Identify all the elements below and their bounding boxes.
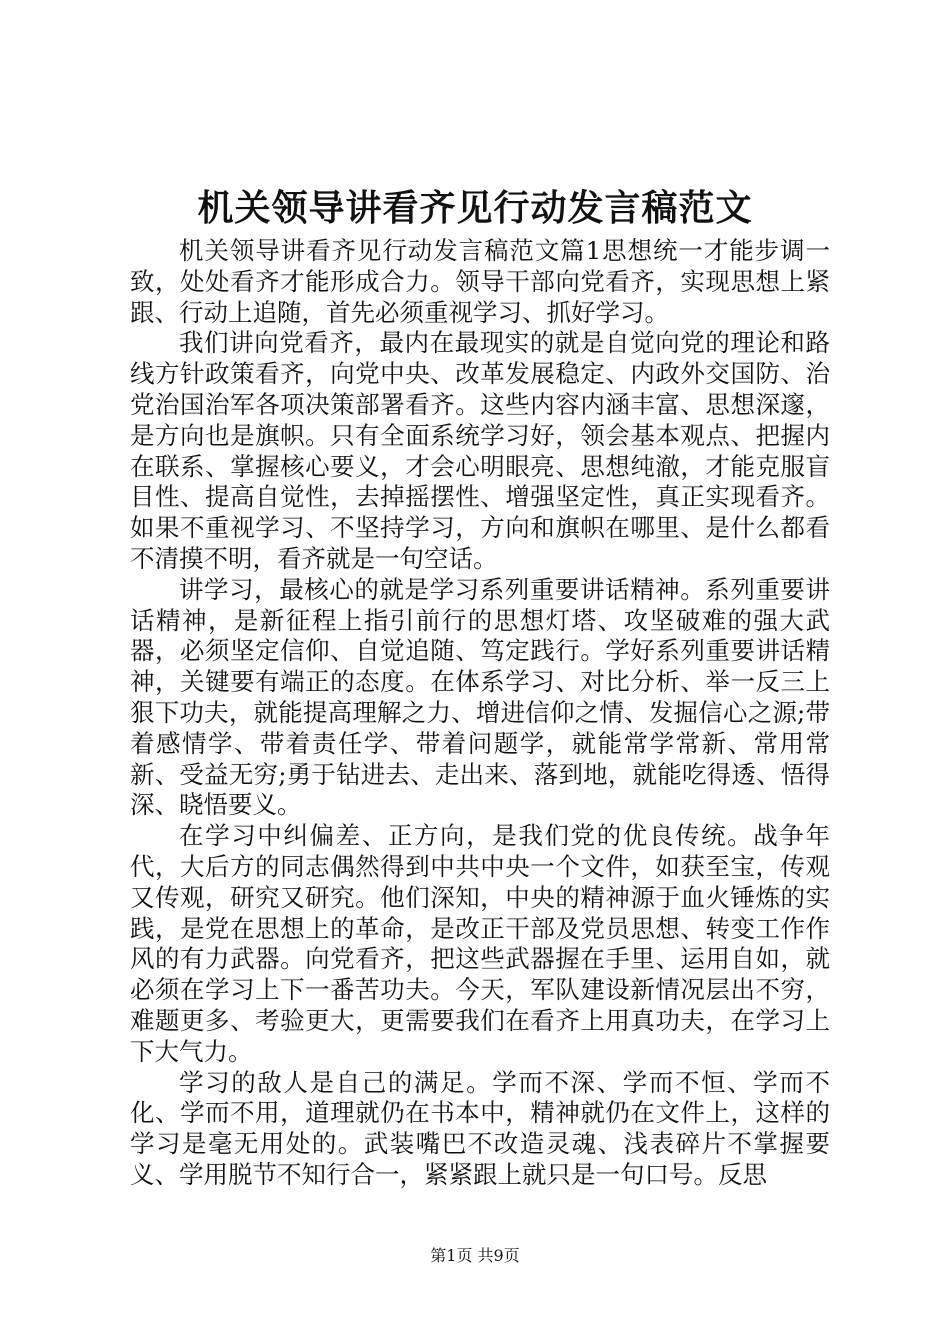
paragraph: 学习的敌人是自己的满足。学而不深、学而不恒、学而不化、学而不用，道理就仍在书本中，精神就仍在文件上，这样的学习是毫无用处的。武装嘴巴不改造灵魂、浅表碎片不掌握要义、学用脱节不知行合一，紧紧跟上就只是一句口号。反思 [130, 1067, 830, 1189]
paragraph: 机关领导讲看齐见行动发言稿范文篇1思想统一才能步调一致，处处看齐才能形成合力。领导干部向党看齐，实现思想上紧跟、行动上追随，首先必须重视学习、抓好学习。 [130, 236, 830, 327]
page-footer: 第1页 共9页 [430, 1246, 520, 1265]
document-title: 机关领导讲看齐见行动发言稿范文 [197, 187, 753, 229]
document-body [130, 236, 830, 1191]
paragraph: 我们讲向党看齐，最内在最现实的就是自觉向党的理论和路线方针政策看齐，向党中央、改革发展稳定、内政外交国防、治党治国治军各项决策部署看齐。这些内容内涵丰富、思想深邃，是方向也是旗帜。只有全面系统学习好，领会基本观点、把握内在联系、掌握核心要义，才会心明眼亮、思想纯澈，才能克服盲目性、提高自觉性，去掉摇摆性、增强坚定性，真正实现看齐。如果不重视学习、不坚持学习，方向和旗帜在哪里、是什么都看不清摸不明，看齐就是一句空话。 [130, 328, 830, 573]
paragraph: 在学习中纠偏差、正方向，是我们党的优良传统。战争年代，大后方的同志偶然得到中共中央一个文件，如获至宝，传观又传观，研究又研究。他们深知，中央的精神源于血火锤炼的实践，是党在思想上的革命，是改正干部及党员思想、转变工作作风的有力武器。向党看齐，把这些武器握在手里、运用自如，就必须在学习上下一番苦功夫。今天，军队建设新情况层出不穷，难题更多、考验更大，更需要我们在看齐上用真功夫，在学习上下大气力。 [130, 821, 830, 1066]
paragraph: 讲学习，最核心的就是学习系列重要讲话精神。系列重要讲话精神，是新征程上指引前行的思想灯塔、攻坚破难的强大武器，必须坚定信仰、自觉追随、笃定践行。学好系列重要讲话精神，关键要有端正的态度。在体系学习、对比分析、举一反三上狠下功夫，就能提高理解之力、增进信仰之情、发掘信心之源;带着感情学、带着责任学、带着问题学，就能常学常新、常用常新、受益无穷;勇于钻进去、走出来、落到地，就能吃得透、悟得深、晓悟要义。 [130, 574, 830, 820]
